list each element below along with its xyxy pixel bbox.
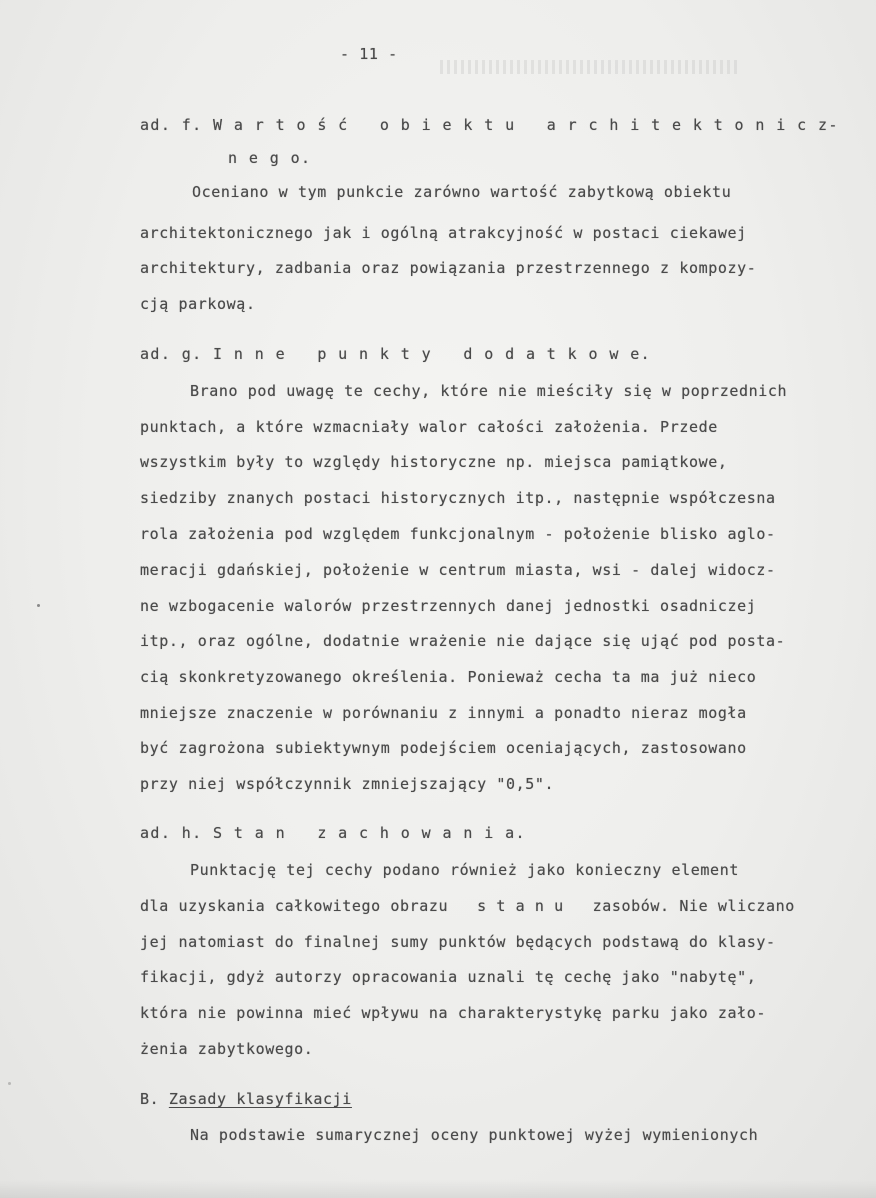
section-b-prefix: B. bbox=[140, 1090, 169, 1108]
section-f-line-4: cją parkową. bbox=[140, 295, 256, 313]
section-g-line-4: siedziby znanych postaci historycznych itp., następnie współczesna bbox=[140, 489, 776, 507]
section-f-line-3: architektury, zadbania oraz powiązania przestrzennego z kompozy- bbox=[140, 259, 757, 277]
scan-speck bbox=[8, 1082, 11, 1085]
section-g-line-5: rola założenia pod względem funkcjonalnym - położenie blisko aglo- bbox=[140, 525, 776, 543]
section-g-line-10: mniejsze znaczenie w porównaniu z innymi a ponadto nieraz mogła bbox=[140, 704, 747, 722]
section-g-line-9: cią skonkretyzowanego określenia. Ponieważ cecha ta ma już nieco bbox=[140, 668, 757, 686]
section-f-heading: ad. f. W a r t o ś ć o b i e k t u a r c h i t e k t o n i c z- bbox=[140, 116, 839, 134]
section-f-line-2: architektonicznego jak i ogólną atrakcyjność w postaci ciekawej bbox=[140, 224, 747, 242]
section-b-heading-row bbox=[140, 1089, 352, 1109]
section-h-line-6: żenia zabytkowego. bbox=[140, 1040, 314, 1058]
section-h-line-2: dla uzyskania całkowitego obrazu s t a n u zasobów. Nie wliczano bbox=[140, 897, 795, 915]
section-g-line-6: meracji gdańskiej, położenie w centrum miasta, wsi - dalej widocz- bbox=[140, 561, 776, 579]
section-g-line-2: punktach, a które wzmacniały walor całości założenia. Przede bbox=[140, 418, 718, 436]
page-number: - 11 - bbox=[340, 45, 398, 63]
section-b-heading: Zasady klasyfikacji bbox=[168, 1090, 352, 1108]
section-g-line-7: ne wzbogacenie walorów przestrzennych danej jednostki osadniczej bbox=[140, 597, 757, 615]
bleed-through-mark bbox=[440, 60, 740, 74]
section-g-line-11: być zagrożona subiektywnym podejściem oceniających, zastosowano bbox=[140, 739, 747, 757]
section-g-line-8: itp., oraz ogólne, dodatnie wrażenie nie dające się ująć pod posta- bbox=[140, 632, 786, 650]
section-h-heading: ad. h. S t a n z a c h o w a n i a. bbox=[140, 824, 526, 842]
section-f-line-1: Oceniano w tym punkcie zarówno wartość zabytkową obiektu bbox=[192, 183, 732, 201]
section-b-line-1: Na podstawie sumarycznej oceny punktowej wyżej wymienionych bbox=[190, 1126, 759, 1144]
section-g-heading: ad. g. I n n e p u n k t y d o d a t k o w e. bbox=[140, 345, 652, 363]
section-h-line-5: która nie powinna mieć wpływu na charakterystykę parku jako zało- bbox=[140, 1004, 766, 1022]
section-g-line-12: przy niej współczynnik zmniejszający "0,5". bbox=[140, 775, 555, 793]
section-h-line-1: Punktację tej cechy podano również jako konieczny element bbox=[190, 861, 739, 879]
section-h-line-4: fikacji, gdyż autorzy opracowania uznali tę cechę jako "nabytę", bbox=[140, 968, 757, 986]
section-h-line-3: jej natomiast do finalnej sumy punktów będących podstawą do klasy- bbox=[140, 933, 776, 951]
scan-speck bbox=[37, 604, 40, 607]
scan-edge-shadow bbox=[0, 1180, 876, 1198]
section-g-line-3: wszystkim były to względy historyczne np. miejsca pamiątkowe, bbox=[140, 453, 728, 471]
section-f-heading-continued: n e g o. bbox=[228, 149, 312, 167]
section-g-line-1: Brano pod uwagę te cechy, które nie mieściły się w poprzednich bbox=[190, 382, 788, 400]
